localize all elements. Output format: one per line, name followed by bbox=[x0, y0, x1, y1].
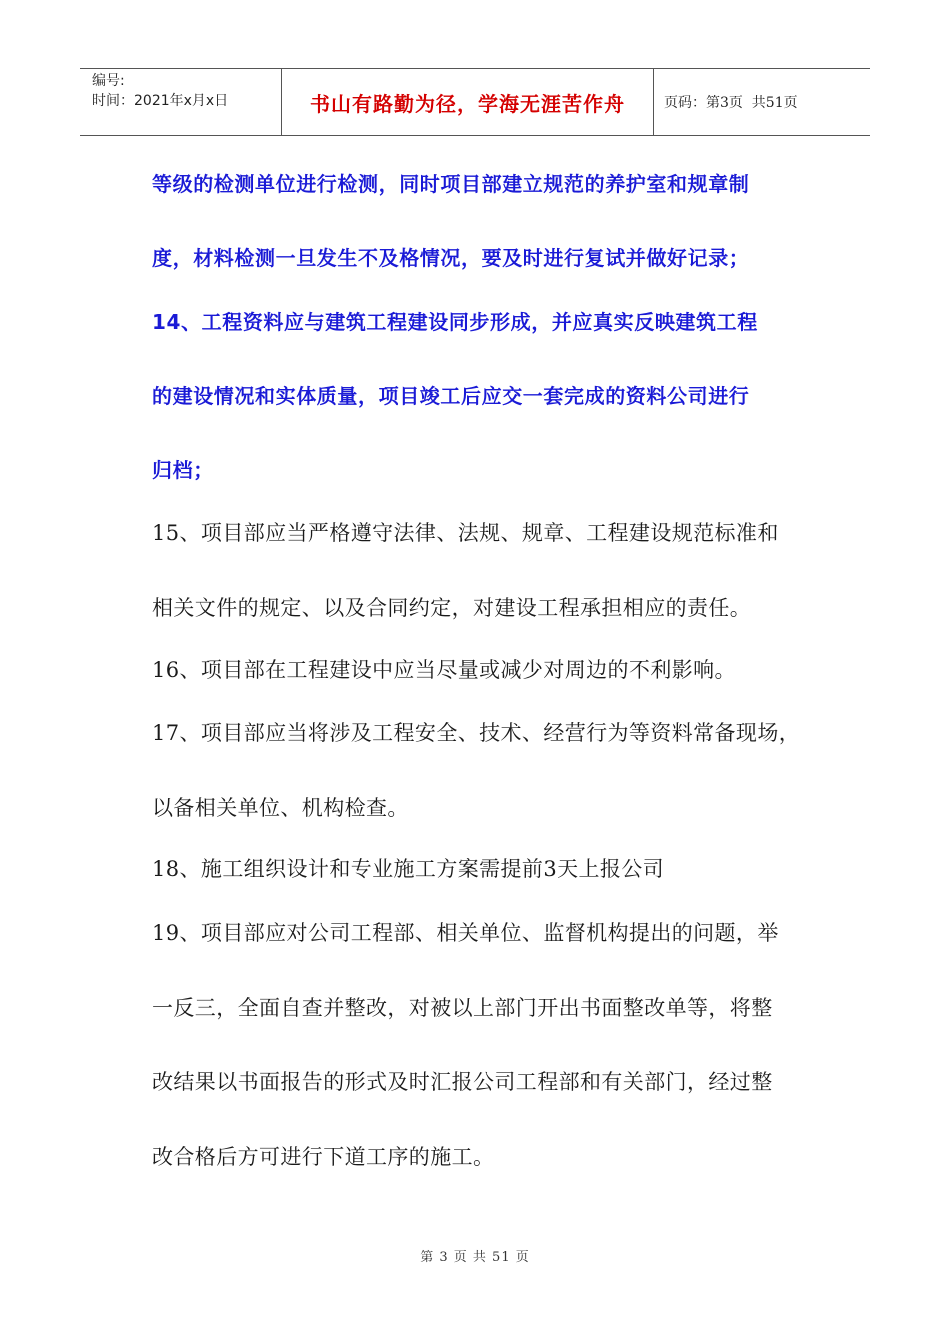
body-line: 19、项目部应对公司工程部、相关单位、监督机构提出的问题，举 bbox=[152, 921, 779, 945]
body-line: 改结果以书面报告的形式及时汇报公司工程部和有关部门，经过整 bbox=[152, 1070, 773, 1094]
body-line: 17、项目部应当将涉及工程安全、技术、经营行为等资料常备现场， bbox=[152, 721, 801, 745]
document-number-label: 编号: bbox=[92, 73, 125, 89]
body-line: 14、工程资料应与建筑工程建设同步形成，并应真实反映建筑工程 bbox=[152, 310, 758, 334]
body-line: 的建设情况和实体质量，项目竣工后应交一套完成的资料公司进行 bbox=[152, 384, 750, 408]
body-line: 相关文件的规定、以及合同约定，对建设工程承担相应的责任。 bbox=[152, 596, 752, 620]
body-line: 等级的检测单位进行检测，同时项目部建立规范的养护室和规章制 bbox=[152, 172, 750, 196]
body-line: 改合格后方可进行下道工序的施工。 bbox=[152, 1145, 495, 1169]
page-header bbox=[80, 68, 870, 136]
document-time-label: 时间：2021年x月x日 bbox=[92, 93, 229, 109]
body-line: 以备相关单位、机构检查。 bbox=[152, 796, 409, 820]
body-line: 度，材料检测一旦发生不及格情况，要及时进行复试并做好记录； bbox=[152, 246, 750, 270]
body-line: 16、项目部在工程建设中应当尽量或减少对周边的不利影响。 bbox=[152, 658, 736, 682]
body-line: 15、项目部应当严格遵守法律、法规、规章、工程建设规范标准和 bbox=[152, 521, 779, 545]
page-footer: 第 3 页 共 51 页 bbox=[420, 1250, 530, 1265]
body-line: 归档； bbox=[152, 458, 214, 482]
header-meta bbox=[80, 69, 282, 135]
header-motto: 书山有路勤为径，学海无涯苦作舟 bbox=[282, 69, 654, 135]
header-page-info: 页码：第3页 共51页 bbox=[664, 95, 798, 111]
body-line: 一反三，全面自查并整改，对被以上部门开出书面整改单等，将整 bbox=[152, 996, 773, 1020]
body-line: 18、施工组织设计和专业施工方案需提前3天上报公司 bbox=[152, 857, 665, 881]
